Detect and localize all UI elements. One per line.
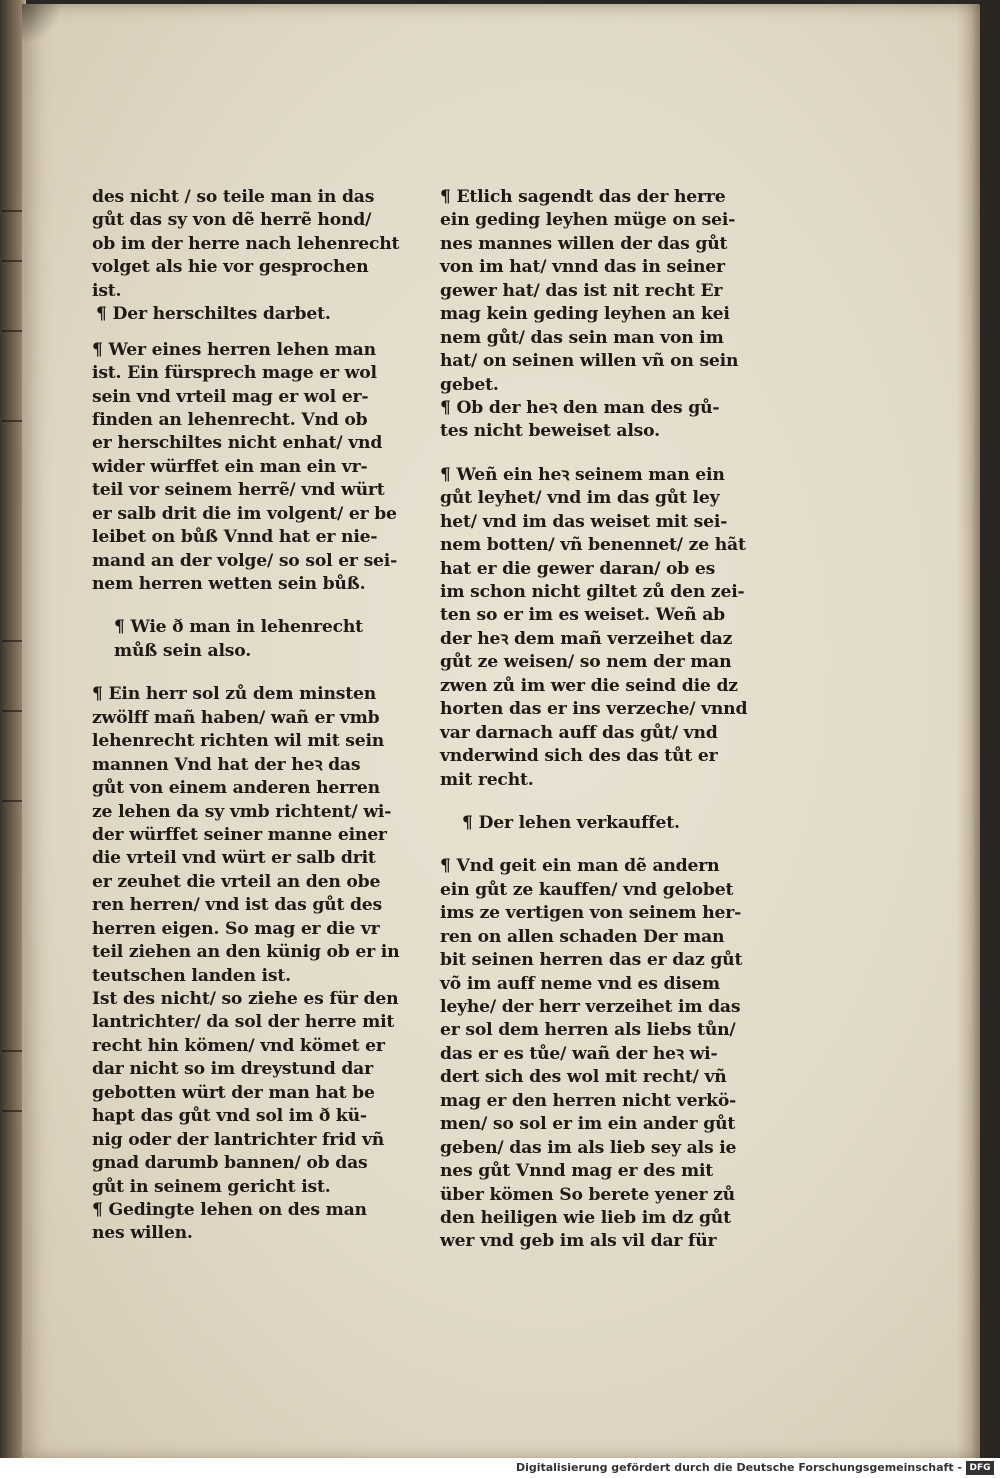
- dfg-logo: DFG: [966, 1461, 994, 1475]
- text-line: vnderwind sich des das tůt er: [440, 746, 718, 767]
- section-heading: ¶ Wie ð man in lehenrecht: [114, 617, 363, 638]
- text-line: der heꝛ dem mañ verzeihet daz: [440, 628, 733, 649]
- text-line: ims ze vertigen von seinem her-: [440, 903, 742, 924]
- text-line: gebet.: [440, 374, 499, 395]
- adjacent-text-mark: [2, 710, 24, 712]
- adjacent-text-mark: [2, 330, 24, 332]
- text-line: teutschen landen ist.: [92, 965, 291, 986]
- text-line: nig oder der lantrichter frid vñ: [92, 1129, 385, 1150]
- text-line: ¶ Gedingte lehen on des man: [92, 1199, 367, 1220]
- text-line: hat/ on seinen willen vñ on sein: [440, 351, 739, 372]
- text-line: leibet on bůß Vnnd hat er nie-: [92, 527, 378, 548]
- text-line: finden an lehenrecht. Vnd ob: [92, 409, 368, 430]
- adjacent-text-mark: [2, 800, 24, 802]
- adjacent-text-mark: [2, 1050, 24, 1052]
- text-line: ren on allen schaden Der man: [440, 926, 725, 947]
- right-text-column: [440, 186, 748, 1254]
- funding-notice: Digitalisierung gefördert durch die Deutsche Forschungsgemeinschaft -: [515, 1461, 962, 1474]
- text-line: võ im auff neme vnd es disem: [440, 973, 720, 994]
- text-line: der würffet seiner manne einer: [92, 824, 387, 845]
- text-line: ¶ Ein herr sol zů dem minsten: [92, 684, 377, 705]
- text-line: leyhe/ der herr verzeihet im das: [440, 997, 741, 1017]
- text-line: wider würffet ein man ein vr-: [92, 456, 368, 477]
- text-line: ein geding leyhen müge on sei-: [440, 210, 736, 231]
- text-line: Ist des nicht/ so ziehe es für den: [92, 989, 399, 1009]
- text-line: volget als hie vor gesprochen: [92, 257, 369, 278]
- text-line: den heiligen wie lieb im dz gůt: [440, 1207, 731, 1228]
- text-line: hapt das gůt vnd sol im ð kü-: [92, 1106, 367, 1127]
- text-line: ¶ Etlich sagendt das der herre: [440, 187, 726, 207]
- paragraph-gap: [440, 792, 740, 812]
- adjacent-text-mark: [2, 1110, 24, 1112]
- paragraph-gap: [92, 663, 392, 683]
- text-line: gůt ze weisen/ so nem der man: [440, 652, 732, 673]
- text-line: gnad darumb bannen/ ob das: [92, 1153, 368, 1174]
- text-line: im schon nicht giltet zů den zei-: [440, 582, 745, 602]
- paragraph-gap: [440, 444, 740, 464]
- adjacent-text-mark: [2, 260, 24, 262]
- text-line: er sol dem herren als liebs tůn/: [440, 1020, 736, 1041]
- text-line: lehenrecht richten wil mit sein: [92, 731, 385, 752]
- text-line: er zeuhet die vrteil an den obe: [92, 871, 381, 892]
- text-line: nes gůt Vnnd mag er des mit: [440, 1161, 714, 1182]
- page-corner-shadow: [22, 4, 62, 44]
- paragraph-gap: [92, 596, 392, 616]
- text-line: lantrichter/ da sol der herre mit: [92, 1012, 395, 1033]
- text-line: er herschiltes nicht enhat/ vnd: [92, 433, 383, 454]
- text-line: ¶ Weñ ein heꝛ seinem man ein: [440, 464, 725, 485]
- text-line: hat er die gewer daran/ ob es: [440, 558, 716, 579]
- text-line: gůt von einem anderen herren: [92, 778, 380, 799]
- text-line: men/ so sol er im ein ander gůt: [440, 1114, 736, 1135]
- text-line: mit recht.: [440, 769, 534, 790]
- page-edge-shadow: [956, 4, 980, 1460]
- text-line: recht hin kömen/ vnd kömet er: [92, 1035, 385, 1056]
- text-line: ze lehen da sy vmb richtent/ wi-: [92, 801, 392, 822]
- text-line: teil ziehen an den künig ob er in: [92, 942, 400, 963]
- text-line: nem herren wetten sein bůß.: [92, 574, 366, 594]
- text-line: nes mannes willen der das gůt: [440, 233, 728, 254]
- text-line: geben/ das im als lieb sey als ie: [440, 1137, 737, 1158]
- text-line: nes willen.: [92, 1223, 193, 1244]
- text-line: das er es tůe/ wañ der heꝛ wi-: [440, 1043, 718, 1064]
- text-line: gůt das sy von dẽ herrẽ hond/: [92, 210, 372, 231]
- text-line: von im hat/ vnnd das in seiner: [440, 257, 725, 278]
- text-line: mag er den herren nicht verkö-: [440, 1090, 737, 1111]
- adjacent-text-mark: [2, 640, 24, 642]
- section-heading: ¶ Der herschiltes darbet.: [96, 304, 331, 325]
- text-line: wer vnd geb im als vil dar für: [440, 1231, 717, 1252]
- text-line: ¶ Vnd geit ein man dẽ andern: [440, 856, 720, 877]
- text-line: tes nicht beweiset also.: [440, 421, 660, 442]
- text-line: ¶ Ob der heꝛ den man des gů-: [440, 397, 720, 418]
- text-line: ob im der herre nach lehenrecht: [92, 233, 400, 254]
- paragraph-gap: [92, 327, 392, 339]
- text-line: über kömen So berete yener zů: [440, 1184, 735, 1205]
- text-line: sein vnd vrteil mag er wol er-: [92, 386, 369, 407]
- text-line: het/ vnd im das weiset mit sei-: [440, 511, 728, 532]
- text-line: nem gůt/ das sein man von im: [440, 327, 724, 348]
- text-line: ein gůt ze kauffen/ vnd gelobet: [440, 879, 734, 900]
- text-line: gewer hat/ das ist nit recht Er: [440, 280, 723, 301]
- text-line: gebotten würt der man hat be: [92, 1082, 375, 1103]
- text-line: ren herren/ vnd ist das gůt des: [92, 895, 382, 916]
- text-line: ist.: [92, 280, 122, 301]
- text-line: var darnach auff das gůt/ vnd: [440, 722, 718, 743]
- text-line: ist. Ein fürsprech mage er wol: [92, 363, 377, 384]
- text-line: dar nicht so im dreystund dar: [92, 1059, 373, 1080]
- text-line: er salb drit die im volgent/ er be: [92, 503, 397, 524]
- text-line: nem botten/ vñ benennet/ ze hãt: [440, 535, 746, 556]
- text-line: des nicht / so teile man in das: [92, 187, 375, 207]
- paragraph-gap: [440, 835, 740, 855]
- left-text-column: [92, 186, 400, 1246]
- adjacent-text-mark: [2, 210, 24, 212]
- text-line: mannen Vnd hat der heꝛ das: [92, 754, 361, 775]
- text-line: gůt in seinem gericht ist.: [92, 1176, 331, 1197]
- text-line: mand an der volge/ so sol er sei-: [92, 550, 398, 571]
- text-line: zwen zů im wer die seind die dz: [440, 675, 738, 696]
- text-line: mag kein geding leyhen an kei: [440, 304, 730, 325]
- text-line: ten so er im es weiset. Weñ ab: [440, 605, 725, 626]
- text-line: zwölff mañ haben/ wañ er vmb: [92, 707, 380, 728]
- text-line: ¶ Wer eines herren lehen man: [92, 339, 376, 360]
- section-heading: můß sein also.: [114, 640, 252, 661]
- text-line: dert sich des wol mit recht/ vñ: [440, 1067, 727, 1088]
- text-line: die vrteil vnd würt er salb drit: [92, 848, 376, 869]
- section-heading: ¶ Der lehen verkauffet.: [462, 812, 680, 833]
- text-line: bit seinen herren das er daz gůt: [440, 950, 743, 971]
- text-line: herren eigen. So mag er die vr: [92, 918, 380, 939]
- text-line: horten das er ins verzeche/ vnnd: [440, 699, 748, 720]
- adjacent-text-mark: [2, 420, 24, 422]
- text-line: teil vor seinem herrẽ/ vnd würt: [92, 480, 385, 501]
- digitization-footer: [0, 1458, 1000, 1478]
- text-line: gůt leyhet/ vnd im das gůt ley: [440, 488, 720, 509]
